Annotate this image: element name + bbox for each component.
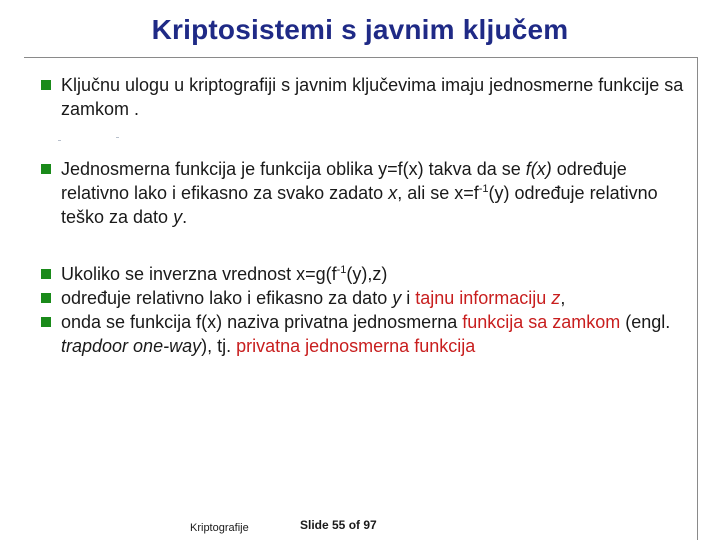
square-bullet-icon [41, 269, 51, 279]
bullet-text: Jednosmerna funkcija je funkcija oblika y=f(x) takva da se f(x) određuje relativno lako i efikasno za svako zadato x, ali se $x=f^{-1}(y)$ određuje relativno teško za dato y. [61, 159, 658, 227]
right-border-line [697, 57, 698, 540]
bullet-text: određuje relativno lako i efikasno za dato y i tajnu informaciju z, [61, 288, 566, 308]
footer-course-name: Kriptografije [190, 522, 249, 534]
bullet-list-2 [40, 157, 690, 229]
square-bullet-icon [41, 293, 51, 303]
bullet-text: Ključnu ulogu u kriptografiji s javnim ključevima imaju jednosmerne funkcije sa zamkom . [61, 75, 684, 119]
square-bullet-icon [41, 164, 51, 174]
bullet-item [40, 262, 690, 286]
bullet-list-1 [40, 73, 690, 121]
square-bullet-icon [41, 317, 51, 327]
bullet-item [40, 157, 690, 229]
slide-title: Kriptosistemi s javnim ključem [151, 14, 569, 45]
bullet-list-3 [40, 262, 690, 358]
square-bullet-icon [41, 80, 51, 90]
bullet-item [40, 73, 690, 121]
bullet-text: onda se funkcija f(x) naziva privatna jednosmerna funkcija sa zamkom (engl. trapdoor one-way), tj. privatna jednosmerna funkcija [61, 312, 671, 356]
slide-number: Slide 55 of 97 [300, 518, 377, 532]
bullet-item [40, 286, 690, 310]
bullet-text: Ukoliko se inverzna vrednost $x=g(f^{-1}(y),z)$ [61, 264, 388, 284]
bullet-item [40, 310, 690, 358]
title-divider [24, 57, 698, 58]
